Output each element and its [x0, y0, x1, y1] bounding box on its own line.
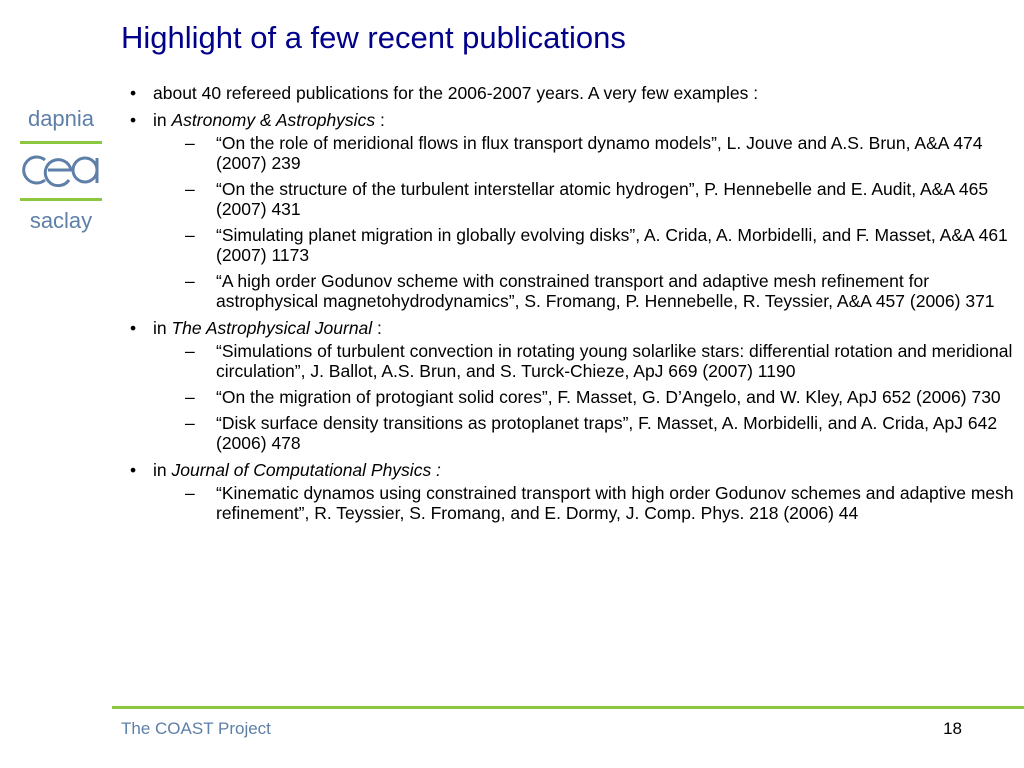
dash-icon: – — [185, 387, 195, 407]
sub-list — [153, 483, 1014, 523]
bullet-icon: • — [130, 318, 137, 338]
footer-project-name: The COAST Project — [121, 719, 271, 738]
publication-item — [153, 483, 1016, 523]
publication-item — [153, 179, 1016, 219]
slide-body — [126, 82, 1014, 529]
bullet-icon: • — [130, 460, 137, 480]
list-item — [126, 82, 1006, 104]
venue-prefix: in — [153, 318, 172, 338]
dash-icon: – — [185, 225, 195, 245]
logo-saclay-text: saclay — [29, 208, 93, 233]
dash-icon: – — [185, 413, 195, 433]
publication-text: “Kinematic dynamos using constrained transport with high order Godunov schemes and adaptive mesh refinement”, R. Teyssier, S. Fromang, and E. Dormy, J. Comp. Phys. 218 (2006) 44 — [216, 483, 1014, 523]
sub-list — [153, 133, 1006, 311]
publication-text: “A high order Godunov scheme with constrained transport and adaptive mesh refinement for astrophysical magnetohydrodynamics”, S. Fromang, P. Hennebelle, R. Teyssier, A&A 457 (2006) 371 — [216, 271, 995, 311]
slide-title: Highlight of a few recent publications — [121, 20, 626, 55]
sub-list — [153, 341, 1013, 453]
list-item — [126, 459, 1014, 523]
venue-name: Astronomy & Astrophysics — [171, 110, 376, 130]
logo-divider-bottom — [20, 198, 102, 201]
logo-dapnia-text: dapnia — [27, 106, 95, 131]
publication-item — [153, 225, 1016, 265]
dash-icon: – — [185, 179, 195, 199]
cea-logo-icon — [21, 152, 101, 188]
venue-name: The Astrophysical Journal — [171, 318, 373, 338]
publication-text: “On the structure of the turbulent interstellar atomic hydrogen”, P. Hennebelle and E. Audit, A&A 465 (2007) 431 — [216, 179, 989, 219]
list-item — [126, 109, 1006, 311]
dash-icon: – — [185, 483, 195, 503]
logo-divider-top — [20, 141, 102, 144]
dash-icon: – — [185, 271, 195, 291]
publication-list — [126, 82, 1014, 523]
footer-divider — [112, 706, 1024, 709]
list-item — [126, 317, 1013, 453]
dapnia-cea-saclay-logo — [18, 106, 104, 234]
venue-prefix: in — [153, 460, 172, 480]
publication-text: “Simulating planet migration in globally evolving disks”, A. Crida, A. Morbidelli, and F. Masset, A&A 461 (2007) 1173 — [216, 225, 1008, 265]
dash-icon: – — [185, 341, 195, 361]
publication-text: “Simulations of turbulent convection in rotating young solarlike stars: differential rotation and meridional circulation”, J. Ballot, A.S. Brun, and S. Turck-Chieze, ApJ 669 (2007) 1190 — [216, 341, 1013, 381]
bullet-icon: • — [130, 110, 137, 130]
publication-item — [153, 341, 1016, 381]
publication-item — [153, 271, 1016, 311]
bullet-icon: • — [130, 83, 137, 103]
venue-suffix: : — [372, 318, 382, 338]
publication-text: “On the migration of protogiant solid cores”, F. Masset, G. D’Angelo, and W. Kley, ApJ 652 (2006) 730 — [216, 387, 1001, 407]
publication-item — [153, 387, 1016, 407]
publication-item — [153, 133, 1016, 173]
venue-prefix: in — [153, 110, 172, 130]
venue-name: Journal of Computational Physics : — [171, 460, 441, 480]
venue-suffix: : — [375, 110, 385, 130]
dash-icon: – — [185, 133, 195, 153]
page-number: 18 — [943, 719, 962, 738]
publication-text: “On the role of meridional flows in flux transport dynamo models”, L. Jouve and A.S. Brun, A&A 474 (2007) 239 — [216, 133, 983, 173]
publication-text: “Disk surface density transitions as protoplanet traps”, F. Masset, A. Morbidelli, and A. Crida, ApJ 642 (2006) 478 — [216, 413, 998, 453]
publication-item — [153, 413, 1016, 453]
intro-text: about 40 refereed publications for the 2006-2007 years. A very few examples : — [153, 83, 759, 103]
